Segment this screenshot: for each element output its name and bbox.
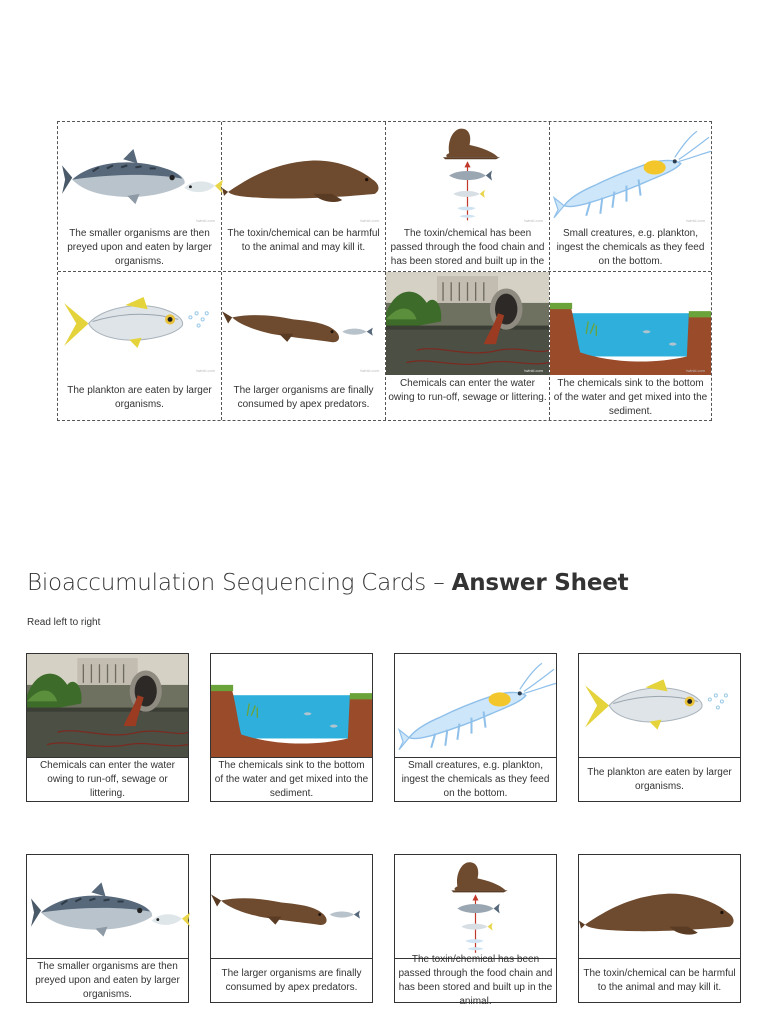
- answer-card: [394, 653, 557, 802]
- cut-card: [386, 272, 549, 420]
- mackerel-eating-small-fish-icon: [58, 122, 221, 225]
- title-bold: Answer Sheet: [451, 570, 629, 596]
- cut-card: [386, 122, 549, 271]
- food-chain-seal-icon: [395, 855, 556, 958]
- food-chain-seal-icon: [386, 122, 549, 225]
- cut-card: [58, 122, 221, 271]
- card-caption: The smaller organisms are then preyed upon and eaten by larger organisms.: [35, 961, 180, 1000]
- cut-card: [550, 122, 711, 271]
- card-caption: Small creatures, e.g. plankton, ingest the chemicals as they feed on the bottom.: [556, 228, 705, 267]
- card-illustration: [58, 272, 221, 375]
- watermark-text: twinkl.com: [196, 368, 215, 373]
- watermark-text: twinkl.com: [686, 368, 705, 373]
- card-caption: Small creatures, e.g. plankton, ingest the chemicals as they feed on the bottom.: [401, 760, 550, 799]
- answer-card: [210, 653, 373, 802]
- card-caption: The larger organisms are finally consumed by apex predators.: [233, 385, 374, 410]
- water-sediment-icon: [550, 272, 711, 375]
- answer-card: [578, 854, 741, 1003]
- card-illustration: [386, 272, 549, 375]
- card-caption: The toxin/chemical has been passed through the food chain and has been stored and built up in the: [390, 228, 545, 267]
- card-illustration: [395, 855, 556, 958]
- watermark-text: twinkl.com: [686, 218, 705, 223]
- reading-instruction: Read left to right: [27, 617, 101, 628]
- sewage-pipe-icon: [27, 654, 188, 757]
- sewage-pipe-icon: [386, 272, 549, 375]
- watermark-text: twinkl.com: [524, 368, 543, 373]
- card-illustration: [579, 855, 740, 958]
- page-title: [27, 570, 628, 596]
- lying-seal-icon: [579, 855, 740, 958]
- cut-card: [550, 272, 711, 420]
- water-sediment-icon: [211, 654, 372, 757]
- cut-card: [222, 122, 385, 271]
- cut-out-card-grid: [57, 121, 712, 421]
- card-caption: The chemicals sink to the bottom of the water and get mixed into the sediment.: [553, 378, 708, 417]
- card-illustration: [211, 654, 372, 757]
- cut-card: [58, 272, 221, 420]
- lying-seal-icon: [222, 122, 385, 225]
- shrimp-icon: [395, 654, 556, 757]
- card-caption: The toxin/chemical has been passed through the food chain and has been stored and built up in the animal.: [398, 954, 553, 1007]
- card-illustration: [386, 122, 549, 225]
- card-illustration: [211, 855, 372, 958]
- seal-eating-fish-icon: [211, 855, 372, 958]
- yellow-tailed-fish-icon: [58, 272, 221, 375]
- answer-card: [26, 854, 189, 1003]
- answer-card: [210, 854, 373, 1003]
- watermark-text: twinkl.com: [360, 218, 379, 223]
- shrimp-icon: [550, 122, 711, 225]
- watermark-text: twinkl.com: [524, 218, 543, 223]
- card-illustration: [58, 122, 221, 225]
- answer-card: [26, 653, 189, 802]
- card-illustration: [550, 272, 711, 375]
- watermark-text: twinkl.com: [360, 368, 379, 373]
- card-illustration: [222, 122, 385, 225]
- title-light: Bioaccumulation Sequencing Cards –: [27, 570, 452, 596]
- card-caption: The plankton are eaten by larger organisms.: [67, 385, 212, 410]
- mackerel-eating-small-fish-icon: [27, 855, 188, 958]
- answer-card: [578, 653, 741, 802]
- card-caption: The smaller organisms are then preyed upon and eaten by larger organisms.: [67, 228, 212, 267]
- card-caption: The toxin/chemical can be harmful to the animal and may kill it.: [227, 228, 380, 253]
- card-caption: Chemicals can enter the water owing to run-off, sewage or littering.: [388, 378, 547, 403]
- card-caption: Chemicals can enter the water owing to run-off, sewage or littering.: [39, 760, 176, 799]
- card-caption: The chemicals sink to the bottom of the water and get mixed into the sediment.: [214, 760, 369, 799]
- card-illustration: [222, 272, 385, 375]
- card-illustration: [550, 122, 711, 225]
- watermark-text: twinkl.com: [196, 218, 215, 223]
- yellow-tailed-fish-icon: [579, 654, 740, 757]
- card-illustration: [395, 654, 556, 757]
- card-illustration: [27, 654, 188, 757]
- card-caption: The plankton are eaten by larger organisms.: [587, 767, 732, 792]
- seal-eating-fish-icon: [222, 272, 385, 375]
- card-caption: The larger organisms are finally consumed by apex predators.: [221, 968, 362, 993]
- card-illustration: [579, 654, 740, 757]
- card-caption: The toxin/chemical can be harmful to the animal and may kill it.: [583, 968, 736, 993]
- card-illustration: [27, 855, 188, 958]
- cut-card: [222, 272, 385, 420]
- answer-card: [394, 854, 557, 1007]
